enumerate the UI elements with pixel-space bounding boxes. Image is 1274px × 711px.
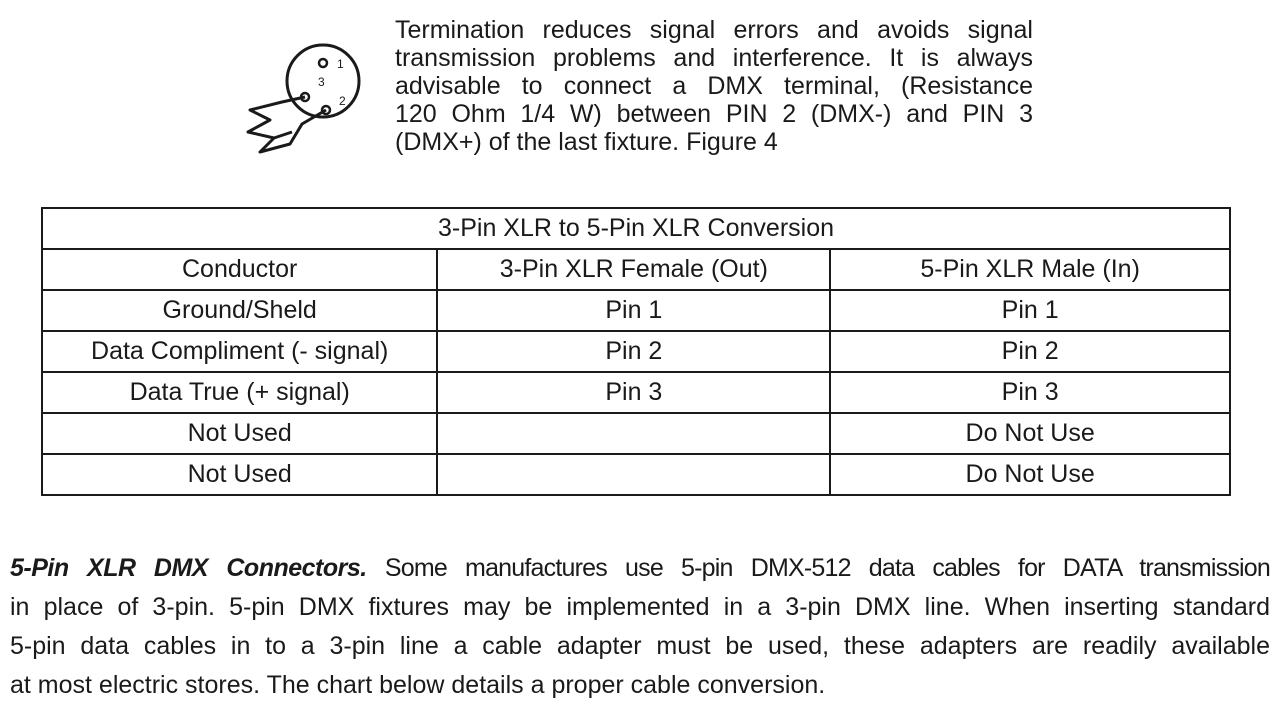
- table-cell: Data Compliment (- signal): [42, 331, 437, 372]
- termination-line-4: 120 Ohm 1/4 W) between PIN 2 (DMX-) and PIN 3: [395, 100, 1033, 128]
- table-cell: Pin 2: [830, 331, 1230, 372]
- table-row: [42, 454, 1230, 495]
- table-cell: Ground/Sheld: [42, 290, 437, 331]
- termination-line-1: Termination reduces signal errors and avoids signal: [395, 16, 1033, 44]
- table-row: [42, 413, 1230, 454]
- table-row: [42, 290, 1230, 331]
- table-cell: Pin 3: [437, 372, 830, 413]
- paragraph-heading: 5-Pin XLR DMX Connectors.: [10, 554, 367, 582]
- terminator-lead: [274, 132, 292, 138]
- termination-line-3: advisable to connect a DMX terminal, (Resistance: [395, 72, 1033, 100]
- paragraph-first-line-text: Some manufactures use 5-pin DMX-512 data cables for DATA transmission: [384, 554, 1270, 582]
- paragraph-line-2: in place of 3-pin. 5-pin DMX fixtures may be implemented in a 3-pin DMX line. When inserting standard: [10, 593, 1270, 621]
- table-cell: Pin 1: [830, 290, 1230, 331]
- conversion-table: [41, 207, 1231, 496]
- table-cell: [437, 413, 830, 454]
- xlr-connector-icon: [244, 40, 368, 158]
- pin-label-3: 3: [318, 75, 325, 89]
- table-cell: Do Not Use: [830, 413, 1230, 454]
- table-cell: Not Used: [42, 454, 437, 495]
- header-5pin: 5-Pin XLR Male (In): [830, 249, 1230, 290]
- xlr-connector-figure: [244, 40, 368, 158]
- table-cell: Data True (+ signal): [42, 372, 437, 413]
- table-header-row: [42, 249, 1230, 290]
- pin-label-1: 1: [337, 57, 344, 71]
- table-cell: Do Not Use: [830, 454, 1230, 495]
- table-row: [42, 372, 1230, 413]
- table-cell: Not Used: [42, 413, 437, 454]
- table-cell: Pin 2: [437, 331, 830, 372]
- table-title: 3-Pin XLR to 5-Pin XLR Conversion: [42, 208, 1230, 249]
- table-row: [42, 331, 1230, 372]
- pin-1-hole: [319, 59, 327, 67]
- five-pin-paragraph: [10, 549, 1270, 705]
- termination-text: [395, 16, 1033, 156]
- terminator-resistor: [248, 97, 326, 152]
- header-3pin: 3-Pin XLR Female (Out): [437, 249, 830, 290]
- termination-line-2: transmission problems and interference. It is always: [395, 44, 1033, 72]
- pin-label-2: 2: [339, 94, 346, 108]
- table-cell: Pin 1: [437, 290, 830, 331]
- table-title-row: [42, 208, 1230, 249]
- paragraph-line-1: [10, 549, 1270, 588]
- termination-line-5: (DMX+) of the last fixture. Figure 4: [395, 128, 778, 156]
- table-cell: [437, 454, 830, 495]
- table-cell: Pin 3: [830, 372, 1230, 413]
- header-conductor: Conductor: [42, 249, 437, 290]
- paragraph-line-3: 5-pin data cables in to a 3-pin line a cable adapter must be used, these adapters are readily available: [10, 632, 1270, 660]
- paragraph-line-4: at most electric stores. The chart below details a proper cable conversion.: [10, 671, 826, 699]
